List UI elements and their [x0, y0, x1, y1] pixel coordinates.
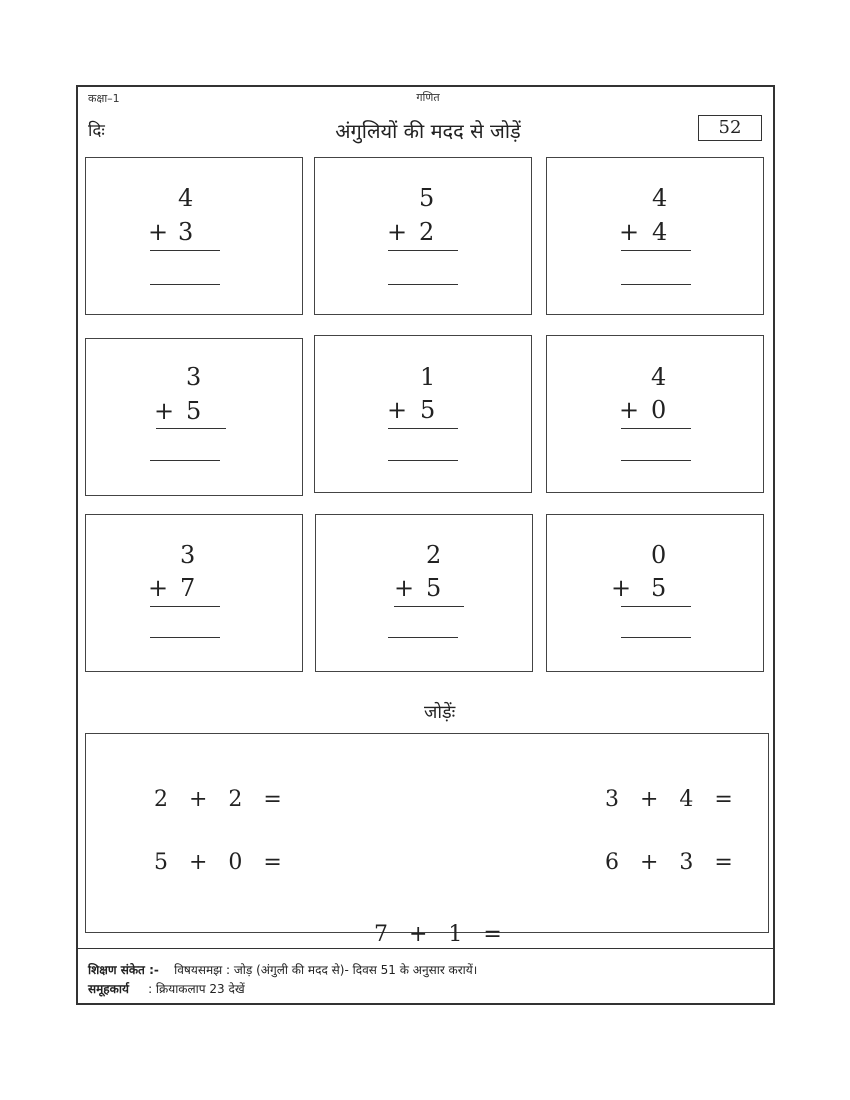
problem-card-4	[85, 338, 303, 496]
operator: +	[639, 850, 659, 875]
hint-text: विषयसमझ : जोड़ (अंगुली की मदद से)- दिवस 51 के अनुसार करायें।	[174, 963, 478, 977]
page-number-box: 52	[698, 115, 762, 141]
operand-b: 4	[679, 787, 694, 812]
problem-card-5	[314, 335, 532, 493]
operand-a: 3	[604, 787, 619, 812]
add-section-label: जोड़ेंः	[424, 702, 456, 723]
operand-a: 7	[373, 922, 388, 947]
group-work	[88, 980, 245, 997]
answer-line	[150, 637, 220, 638]
equals-sign: =	[483, 922, 502, 947]
bottom-number: 7	[180, 574, 196, 602]
bottom-number: 4	[652, 218, 668, 246]
problem-card-1	[85, 157, 303, 315]
bottom-number: 5	[186, 397, 202, 425]
plus-sign: +	[148, 218, 169, 246]
top-number: 2	[426, 541, 442, 569]
operand-b: 0	[228, 850, 243, 875]
bottom-number: 5	[651, 574, 667, 602]
sum-rule	[150, 250, 220, 251]
answer-line	[150, 284, 220, 285]
plus-sign: +	[154, 397, 175, 425]
operator: +	[188, 850, 208, 875]
plus-sign: +	[387, 218, 408, 246]
equals-sign: =	[263, 850, 282, 875]
sum-rule	[388, 250, 458, 251]
sum-rule	[621, 428, 691, 429]
operand-b: 1	[448, 922, 463, 947]
group-text: : क्रियाकलाप 23 देखें	[148, 982, 245, 996]
equation-row-2-right	[563, 825, 733, 900]
plus-sign: +	[619, 396, 640, 424]
class-label: कक्षा–1	[88, 92, 120, 105]
subject-label: गणित	[416, 91, 440, 104]
group-label: समूहकार्य	[88, 982, 129, 996]
bottom-number: 0	[651, 396, 667, 424]
operand-a: 5	[153, 850, 168, 875]
answer-line	[388, 637, 458, 638]
equation-box	[85, 733, 769, 947]
top-number: 4	[178, 184, 194, 212]
plus-sign: +	[619, 218, 640, 246]
problem-card-6	[546, 335, 764, 493]
top-number: 3	[180, 541, 196, 569]
sum-rule	[394, 606, 464, 607]
equals-sign: =	[714, 850, 733, 875]
plus-sign: +	[611, 574, 632, 602]
top-number: 5	[419, 184, 435, 212]
answer-line	[150, 460, 220, 461]
sum-rule	[621, 606, 691, 607]
answer-line	[388, 460, 458, 461]
teaching-hint	[88, 961, 477, 978]
problem-card-2	[314, 157, 532, 315]
bottom-number: 3	[178, 218, 194, 246]
footer-divider	[78, 948, 773, 949]
top-number: 4	[651, 363, 667, 391]
plus-sign: +	[394, 574, 415, 602]
problem-card-7	[85, 514, 303, 672]
problem-card-3	[546, 157, 764, 315]
bottom-number: 5	[420, 396, 436, 424]
plus-sign: +	[387, 396, 408, 424]
problem-card-8	[315, 514, 533, 672]
top-number: 1	[420, 363, 436, 391]
operand-a: 6	[604, 850, 619, 875]
operand-b: 2	[228, 787, 243, 812]
operator: +	[188, 787, 208, 812]
bottom-number: 2	[419, 218, 435, 246]
sum-rule	[621, 250, 691, 251]
equation-row-2-left	[112, 825, 282, 900]
equals-sign: =	[263, 787, 282, 812]
sum-rule	[150, 606, 220, 607]
answer-line	[388, 284, 458, 285]
top-number: 0	[651, 541, 667, 569]
top-number: 3	[186, 363, 202, 391]
sum-rule	[156, 428, 226, 429]
operand-b: 3	[679, 850, 694, 875]
answer-line	[621, 460, 691, 461]
worksheet-frame	[76, 85, 775, 1005]
date-label: दिः	[88, 121, 105, 141]
equals-sign: =	[714, 787, 733, 812]
operand-a: 2	[153, 787, 168, 812]
worksheet-title: अंगुलियों की मदद से जोड़ें	[335, 119, 521, 143]
problem-card-9	[546, 514, 764, 672]
operator: +	[639, 787, 659, 812]
answer-line	[621, 284, 691, 285]
answer-line	[621, 637, 691, 638]
top-number: 4	[652, 184, 668, 212]
sum-rule	[388, 428, 458, 429]
operator: +	[408, 922, 428, 947]
bottom-number: 5	[426, 574, 442, 602]
hint-label: शिक्षण संकेत :-	[88, 963, 159, 977]
plus-sign: +	[148, 574, 169, 602]
